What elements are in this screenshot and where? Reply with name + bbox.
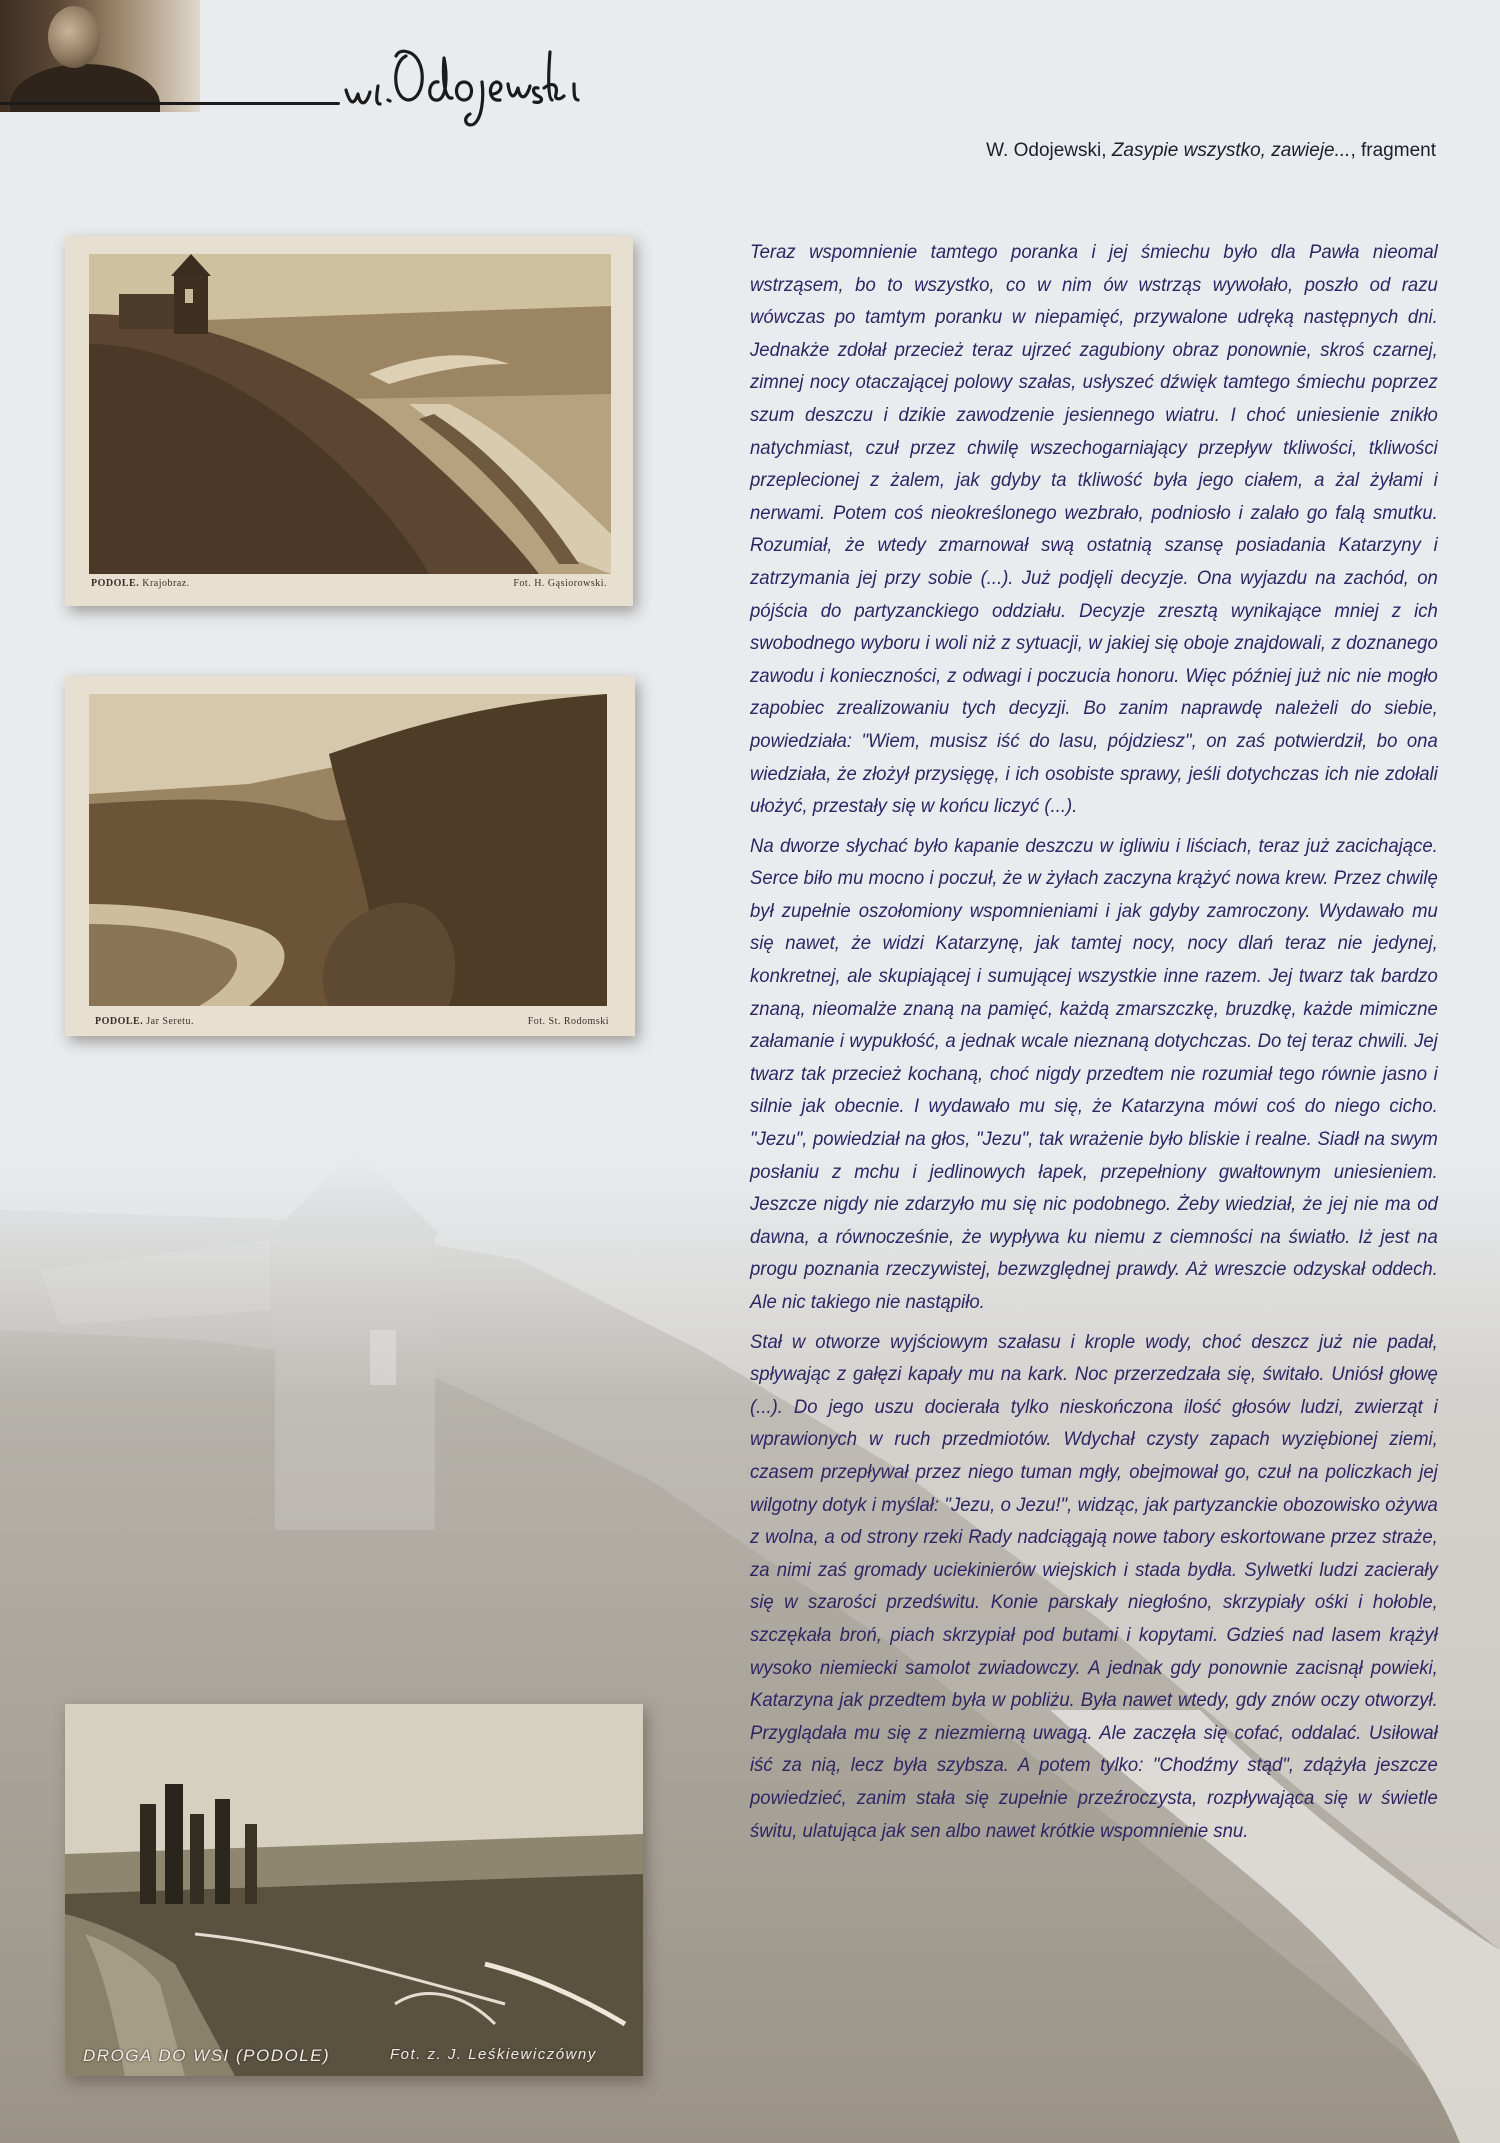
source-attribution: W. Odojewski, Zasypie wszystko, zawieje..., fragment: [986, 140, 1436, 161]
postcard-caption-right: Fot. St. Rodomski: [527, 1016, 609, 1027]
postcard-caption-right: Fot. H. Gąsiorowski.: [513, 578, 607, 589]
author-portrait-photo: [0, 0, 200, 112]
postcard-caption-left: DROGA DO WSI (PODOLE): [83, 2046, 331, 2065]
paragraph: Teraz wspomnienie tamtego poranka i jej śmiechu było dla Pawła nieomal wstrząsem, bo to wszystko, co w nim ów wstrząs wywołało, poszło od razu wówczas po tamtym poranku w niepamięć, przywalone udręką następnych dni. Jednakże zdołał przecież teraz ujrzeć zagubiony obraz ponownie, skroś czarnej, zimnej nocy otaczającej polowy szałas, usłyszeć dźwięk tamtego śmiechu poprzez szum deszczu i dzikie zawodzenie jesiennego wiatru. I choć uniesienie znikło natychmiast, czuł przez chwilę wszechogarniający przepływ tkliwości, tkliwości przeplecionej z żalem, jak gdyby ta tkliwość była jego ciałem, a żal żyłami i nerwami. Potem coś nieokreślonego wezbrało, podniosło i zalało go falą smutku. Rozumiał, że wtedy zmarnował swą ostatnią szansę posiadania Katarzyny i zatrzymania jej przy sobie (...). Już podjęli decyzje. Ona wyjazdu na zachód, on pójścia do partyzanckiego oddziału. Decyzje zresztą wynikające mniej z ich swobodnego wyboru i woli niż z sytuacji, w jakiej się oboje znajdowali, z doznanego zawodu i konieczności, z odwagi i poczucia honoru. Więc później już nic nie mogło zapobiec zrealizowaniu tych decyzji. Bo zanim naprawdę należeli do siebie, powiedziała: "Wiem, musisz iść do lasu, pójdziesz", on zaś potwierdził, bo ona wiedziała, że złożył przysięgę, i ich osobiste sprawy, jeśli dotychczas ich nie zdołali ułożyć, przestały się w końcu liczyć (...).: [750, 241, 1438, 818]
postcard-road-to-village: [65, 1704, 643, 2076]
postcard-photo-ravine: [89, 694, 607, 1006]
postcard-photo-castle-river: [89, 254, 611, 574]
paragraph: Na dworze słychać było kapanie deszczu w igliwiu i liściach, teraz już zacichające. Serce biło mu mocno i poczuł, że w żyłach zaczyna krążyć nowa krew. Przez chwilę był zupełnie oszołomiony wspomnieniami i jak gdyby zamroczony. Wydawało mu się nawet, że widzi Katarzynę, jak tamtej nocy, nocy dlań teraz nie jedynej, konkretnej, ale skupiającej i sumującej wszystkie inne razem. Jej twarz tak bardzo znaną, nieomalże znaną na pamięć, każdą zmarszczkę, bruzdkę, każde mimiczne załamanie i wypukłość, a jednak wcale nieznaną dotychczas. Do tej teraz chwili. Jej twarz tak przecież kochaną, choć nigdy przedtem nie rozumiał tego równie jasno i silnie jak obecnie. I wydawało mu się, że Katarzyna mówi coś do niego cicho. "Jezu", powiedział na głos, "Jezu", tak wrażenie było bliskie i realne. Siadł na swym posłaniu z mchu i jedlinowych łapek, przepełniony gwałtownym uniesieniem. Jeszcze nigdy nie zdarzyło mu się nic podobnego. Żeby wiedział, że jej nie ma od dawna, a równocześnie, że wypływa ku niemu z ciemności na światło. Iż jest na progu poznania rzeczywistej, bezwzględnej prawdy. Aż wreszcie odzyskał oddech. Ale nic takiego nie nastąpiło.: [750, 834, 1438, 1313]
fragment-text: [750, 236, 1438, 1854]
postcard-caption-left: PODOLE. Krajobraz.: [91, 578, 190, 589]
postcard-podole-ravine: [65, 676, 635, 1036]
postcard-caption-right: Fot. z. J. Leśkiewiczówny: [390, 2046, 597, 2063]
signature-underline: [0, 102, 340, 105]
postcard-photo-road: [65, 1704, 643, 2076]
paragraph: Stał w otworze wyjściowym szałasu i krople wody, choć deszcz już nie padał, spływając z gałęzi kapały mu na kark. Noc przerzedzała się, świtało. Uniósł głowę (...). Do jego uszu docierała tylko nieskończona ilość głosów ludzi, zwierząt i wprawionych w ruch przedmiotów. Wdychał czysty zapach wyziębionej ziemi, czasem przepływał przez niego tuman mgły, obejmował go, czuł na policzkach jej wilgotny dotyk i myślał: "Jezu, o Jezu!", widząc, jak partyzanckie obozowisko ożywa z wolna, a od strony rzeki Rady nadciągają nowe tabory eskortowane przez straże, za nimi zaś gromady uciekinierów wiejskich i stada bydła. Sylwetki ludzi zacierały się w szarości przedświtu. Konie parskały niegłośno, skrzypiały ośki i hołoble, szczękała broń, piach skrzypiał pod butami i kopytami. Gdzieś nad lasem krążył wysoko niemiecki samolot zwiadowczy. A jednak gdy ponownie zacisnął powieki, Katarzyna jak przedtem była w pobliżu. Była nawet wtedy, gdy znów oczy otworzył. Przyglądała mu się z niezmierną uwagą. Ale zaczęła się cofać, oddalać. Usiłował iść za nią, lecz była szybsza. A potem tylko: "Chodźmy stąd", zdążyła jeszcze powiedzieć, zanim stała się zupełnie przeźroczysta, rozpływająca się w świetle świtu, ulatująca jak sen albo nawet krótkie wspomnienie snu.: [750, 1330, 1438, 1842]
postcard-caption-left: PODOLE. Jar Seretu.: [95, 1016, 194, 1027]
postcard-podole-landscape: [65, 236, 633, 606]
handwritten-signature: [342, 38, 592, 134]
